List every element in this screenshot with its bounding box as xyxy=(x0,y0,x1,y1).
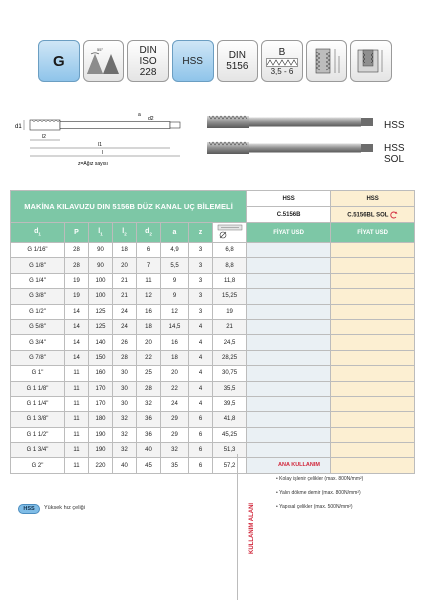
col-head-d2 xyxy=(137,223,161,243)
cell-d2: 32 xyxy=(137,396,161,411)
header-hss: HSS xyxy=(247,191,331,207)
use-item: • Yalın dökme demir (max. 800N/mm²) xyxy=(276,490,361,496)
cell-l2: 30 xyxy=(113,396,137,411)
tap-photo-hss xyxy=(207,116,373,128)
code-hss: C.5156B xyxy=(247,207,331,223)
cell-d2: 22 xyxy=(137,350,161,365)
cell-drill-diameter: 21 xyxy=(213,319,247,334)
price-hss-cell xyxy=(247,304,331,319)
hss-legend-desc: Yüksek hız çeliği xyxy=(44,505,85,511)
cell-d2: 25 xyxy=(137,366,161,381)
cell-l1: 90 xyxy=(89,243,113,258)
col-head-z-text: z xyxy=(198,229,203,236)
d1-label: d1 xyxy=(15,124,22,130)
photo-label-hss-sol: HSS SOL xyxy=(384,143,405,165)
cell-a: 5,5 xyxy=(161,258,189,273)
cell-l1: 100 xyxy=(89,289,113,304)
cell-a: 16 xyxy=(161,335,189,350)
form-b-label: B xyxy=(278,46,286,58)
cell-z: 4 xyxy=(189,319,213,334)
din-iso-line2: ISO xyxy=(139,55,157,67)
cell-drill-diameter: 6,8 xyxy=(213,243,247,258)
cell-drill-diameter: 41,8 xyxy=(213,412,247,427)
price-hss-cell xyxy=(247,335,331,350)
tap-photo-hss-sol xyxy=(207,142,373,154)
price-hss-sol-cell xyxy=(331,335,415,350)
tap-technical-drawing xyxy=(10,100,190,170)
cell-pitch: 28 xyxy=(65,243,89,258)
cell-z: 4 xyxy=(189,366,213,381)
cell-pitch: 19 xyxy=(65,273,89,288)
table-row xyxy=(11,366,415,381)
cell-l1: 160 xyxy=(89,366,113,381)
price-hss-sol-cell xyxy=(331,427,415,442)
table-row xyxy=(11,427,415,442)
cell-pitch: 28 xyxy=(65,258,89,273)
cell-l1: 150 xyxy=(89,350,113,365)
price-hss-cell xyxy=(247,412,331,427)
cell-a: 35 xyxy=(161,458,189,473)
tool-section-icon xyxy=(306,40,348,82)
table-row xyxy=(11,381,415,396)
use-item: • Yapısal çelikler (max. 500N/mm²) xyxy=(276,504,353,510)
header-hss-sol: HSS xyxy=(331,191,415,207)
drill-diameter-icon xyxy=(217,224,243,240)
cell-drill-diameter: 11,8 xyxy=(213,273,247,288)
table-title: MAKİNA KILAVUZU DIN 5156B DÜZ KANAL UÇ BİLEMELİ xyxy=(11,191,247,223)
price-hss-cell xyxy=(247,258,331,273)
cell-drill-diameter: 28,25 xyxy=(213,350,247,365)
cell-thread-size: G 3/4" xyxy=(11,335,65,350)
cell-l2: 24 xyxy=(113,304,137,319)
cell-z: 4 xyxy=(189,396,213,411)
photo-label-hss: HSS xyxy=(384,120,405,131)
cell-pitch: 11 xyxy=(65,458,89,473)
price-hss-cell xyxy=(247,289,331,304)
din-line2: 5156 xyxy=(226,61,249,72)
cell-l1: 190 xyxy=(89,443,113,458)
cell-z: 3 xyxy=(189,243,213,258)
cell-pitch: 11 xyxy=(65,381,89,396)
code-hss-sol xyxy=(331,207,415,223)
col-head-d1-text: d xyxy=(34,228,39,236)
price-hss-sol-cell xyxy=(331,273,415,288)
cell-pitch: 11 xyxy=(65,427,89,442)
cell-d2: 36 xyxy=(137,427,161,442)
form-b-icon xyxy=(261,40,303,82)
cell-z: 4 xyxy=(189,350,213,365)
table-row xyxy=(11,412,415,427)
cell-l2: 28 xyxy=(113,350,137,365)
col-head-l2-text: l xyxy=(122,228,125,236)
fiyat-hss: FİYAT USD xyxy=(247,223,331,243)
cell-thread-size: G 1 1/2" xyxy=(11,427,65,442)
price-hss-sol-cell xyxy=(331,319,415,334)
price-hss-sol-cell xyxy=(331,289,415,304)
cell-drill-diameter: 39,5 xyxy=(213,396,247,411)
code-hss-sol-text: C.5156BL SOL xyxy=(347,212,389,219)
cell-l1: 125 xyxy=(89,319,113,334)
cell-d2: 28 xyxy=(137,381,161,396)
cell-pitch: 19 xyxy=(65,289,89,304)
cell-drill-diameter: 24,5 xyxy=(213,335,247,350)
tap-photo xyxy=(205,108,375,164)
cell-a: 24 xyxy=(161,396,189,411)
cell-thread-size: G 1/4" xyxy=(11,273,65,288)
col-head-a-text: a xyxy=(172,229,177,236)
cell-d2: 6 xyxy=(137,243,161,258)
cell-pitch: 11 xyxy=(65,366,89,381)
table-row xyxy=(11,243,415,258)
table-body xyxy=(11,243,415,474)
cell-drill-diameter: 57,2 xyxy=(213,458,247,473)
cell-z: 6 xyxy=(189,427,213,442)
col-head-d1 xyxy=(11,223,65,243)
price-hss-cell xyxy=(247,396,331,411)
cell-l1: 190 xyxy=(89,427,113,442)
price-hss-cell xyxy=(247,319,331,334)
cell-a: 9 xyxy=(161,273,189,288)
cell-a: 12 xyxy=(161,304,189,319)
kullanim-alani-label xyxy=(237,454,270,600)
cell-drill-diameter: 19 xyxy=(213,304,247,319)
cell-z: 6 xyxy=(189,458,213,473)
cell-z: 4 xyxy=(189,381,213,396)
cell-a: 9 xyxy=(161,289,189,304)
din-iso-line3: 228 xyxy=(139,66,157,78)
use-item: • Kolay işlenir çelikler (max. 800N/mm²) xyxy=(276,476,363,482)
fiyat-hss-sol: FİYAT USD xyxy=(331,223,415,243)
l1-label: l1 xyxy=(98,142,102,148)
table-row xyxy=(11,304,415,319)
cell-pitch: 14 xyxy=(65,319,89,334)
price-hss-sol-cell xyxy=(331,366,415,381)
cell-d2: 7 xyxy=(137,258,161,273)
cell-l1: 180 xyxy=(89,412,113,427)
cell-pitch: 14 xyxy=(65,350,89,365)
cell-drill-diameter: 30,75 xyxy=(213,366,247,381)
left-hand-arrow-icon xyxy=(390,211,398,219)
spec-icon-row xyxy=(38,40,392,82)
product-table xyxy=(10,190,415,474)
price-hss-cell xyxy=(247,381,331,396)
col-head-l1 xyxy=(89,223,113,243)
din-5156-icon xyxy=(217,40,259,82)
cell-l2: 21 xyxy=(113,273,137,288)
cell-l1: 170 xyxy=(89,381,113,396)
l2-label: l2 xyxy=(42,134,46,140)
cell-l2: 32 xyxy=(113,443,137,458)
cell-thread-size: G 1 3/4" xyxy=(11,443,65,458)
table-row xyxy=(11,319,415,334)
cell-drill-diameter: 8,8 xyxy=(213,258,247,273)
col-head-p-text: P xyxy=(74,229,79,236)
col-head-a xyxy=(161,223,189,243)
cell-l1: 125 xyxy=(89,304,113,319)
cell-pitch: 14 xyxy=(65,335,89,350)
kullanim-alani-text: KULLANIM ALANI xyxy=(249,502,255,554)
cell-a: 29 xyxy=(161,412,189,427)
price-hss-sol-cell xyxy=(331,304,415,319)
cell-l1: 140 xyxy=(89,335,113,350)
cell-drill-diameter: 35,5 xyxy=(213,381,247,396)
cell-thread-size: G 1/8" xyxy=(11,258,65,273)
col-head-p xyxy=(65,223,89,243)
cell-pitch: 11 xyxy=(65,412,89,427)
cell-thread-size: G 7/8" xyxy=(11,350,65,365)
col-head-d1-sub: 1 xyxy=(38,231,41,237)
cell-l1: 100 xyxy=(89,273,113,288)
col-head-l2 xyxy=(113,223,137,243)
cell-l2: 20 xyxy=(113,258,137,273)
col-head-d2-text: d xyxy=(145,228,150,236)
cell-l2: 30 xyxy=(113,381,137,396)
price-hss-sol-cell xyxy=(331,412,415,427)
price-hss-cell xyxy=(247,273,331,288)
legend-area xyxy=(10,454,237,600)
price-hss-sol-cell xyxy=(331,243,415,258)
cell-z: 3 xyxy=(189,273,213,288)
cell-thread-size: G 3/8" xyxy=(11,289,65,304)
cell-d2: 45 xyxy=(137,458,161,473)
cell-d2: 11 xyxy=(137,273,161,288)
col-head-l1-text: l xyxy=(98,228,101,236)
cell-thread-size: G 1/16" xyxy=(11,243,65,258)
table-row xyxy=(11,289,415,304)
d2-label: d2 xyxy=(148,116,154,122)
cell-l2: 30 xyxy=(113,366,137,381)
cell-d2: 18 xyxy=(137,319,161,334)
col-head-d2-sub: 2 xyxy=(149,231,152,237)
cell-l2: 18 xyxy=(113,243,137,258)
form-b-range: 3,5 - 6 xyxy=(270,66,294,76)
a-label: a xyxy=(138,112,141,118)
cell-thread-size: G 1/2" xyxy=(11,304,65,319)
cell-z: 4 xyxy=(189,335,213,350)
cell-thread-size: G 1 1/8" xyxy=(11,381,65,396)
cell-a: 22 xyxy=(161,381,189,396)
cell-d2: 40 xyxy=(137,443,161,458)
zigzag-icon xyxy=(266,58,298,67)
table-row xyxy=(11,350,415,365)
price-hss-cell xyxy=(247,243,331,258)
cell-l2: 40 xyxy=(113,458,137,473)
col-head-l1-sub: 1 xyxy=(100,231,103,237)
cell-thread-size: G 1 1/4" xyxy=(11,396,65,411)
cell-drill-diameter: 45,25 xyxy=(213,427,247,442)
cell-d2: 36 xyxy=(137,412,161,427)
price-hss-cell xyxy=(247,366,331,381)
cell-d2: 16 xyxy=(137,304,161,319)
cell-pitch: 11 xyxy=(65,443,89,458)
hss-legend-pill: HSS xyxy=(18,504,40,514)
cell-z: 6 xyxy=(189,412,213,427)
tool-bore-icon xyxy=(350,40,392,82)
cell-a: 20 xyxy=(161,366,189,381)
cell-l2: 32 xyxy=(113,412,137,427)
cell-l2: 26 xyxy=(113,335,137,350)
table-row xyxy=(11,273,415,288)
thread-angle-label: 55° xyxy=(97,47,104,52)
cell-thread-size: G 5/8" xyxy=(11,319,65,334)
cell-z: 6 xyxy=(189,443,213,458)
cell-a: 18 xyxy=(161,350,189,365)
din-iso-icon xyxy=(127,40,169,82)
cell-z: 3 xyxy=(189,258,213,273)
col-head-z xyxy=(189,223,213,243)
cell-l1: 220 xyxy=(89,458,113,473)
cell-drill-diameter: 15,25 xyxy=(213,289,247,304)
hss-icon xyxy=(172,40,214,82)
cell-a: 4,9 xyxy=(161,243,189,258)
cell-l2: 24 xyxy=(113,319,137,334)
col-head-l2-sub: 2 xyxy=(124,231,127,237)
price-hss-sol-cell xyxy=(331,350,415,365)
din-iso-line1: DIN xyxy=(139,44,157,56)
cell-a: 29 xyxy=(161,427,189,442)
cell-pitch: 11 xyxy=(65,396,89,411)
cell-z: 3 xyxy=(189,304,213,319)
l-label: l xyxy=(102,150,104,156)
cell-a: 32 xyxy=(161,443,189,458)
table-row xyxy=(11,396,415,411)
cell-pitch: 14 xyxy=(65,304,89,319)
cell-a: 14,5 xyxy=(161,319,189,334)
col-head-drill-icon xyxy=(213,223,247,243)
price-hss-sol-cell xyxy=(331,258,415,273)
price-hss-sol-cell xyxy=(331,396,415,411)
cell-thread-size: G 2" xyxy=(11,458,65,473)
cell-l1: 170 xyxy=(89,396,113,411)
cell-thread-size: G 1 3/8" xyxy=(11,412,65,427)
cell-z: 3 xyxy=(189,289,213,304)
thread-type-label: G xyxy=(52,52,65,70)
table-row xyxy=(11,335,415,350)
cell-l2: 21 xyxy=(113,289,137,304)
price-hss-cell xyxy=(247,350,331,365)
price-hss-sol-cell xyxy=(331,381,415,396)
thread-profile-icon xyxy=(83,40,125,82)
thread-type-g-icon xyxy=(38,40,80,82)
cell-drill-diameter: 51,3 xyxy=(213,443,247,458)
cell-d2: 20 xyxy=(137,335,161,350)
cell-l2: 32 xyxy=(113,427,137,442)
hss-icon-label: HSS xyxy=(182,55,203,67)
cell-d2: 12 xyxy=(137,289,161,304)
din-line1: DIN xyxy=(228,50,246,61)
cell-l1: 90 xyxy=(89,258,113,273)
cell-thread-size: G 1" xyxy=(11,366,65,381)
usage-area xyxy=(270,454,414,600)
price-hss-cell xyxy=(247,427,331,442)
ana-kullanim-title: ANA KULLANIM xyxy=(278,462,320,468)
table-row xyxy=(11,258,415,273)
z-label: z=Ağız sayısı xyxy=(78,161,108,167)
